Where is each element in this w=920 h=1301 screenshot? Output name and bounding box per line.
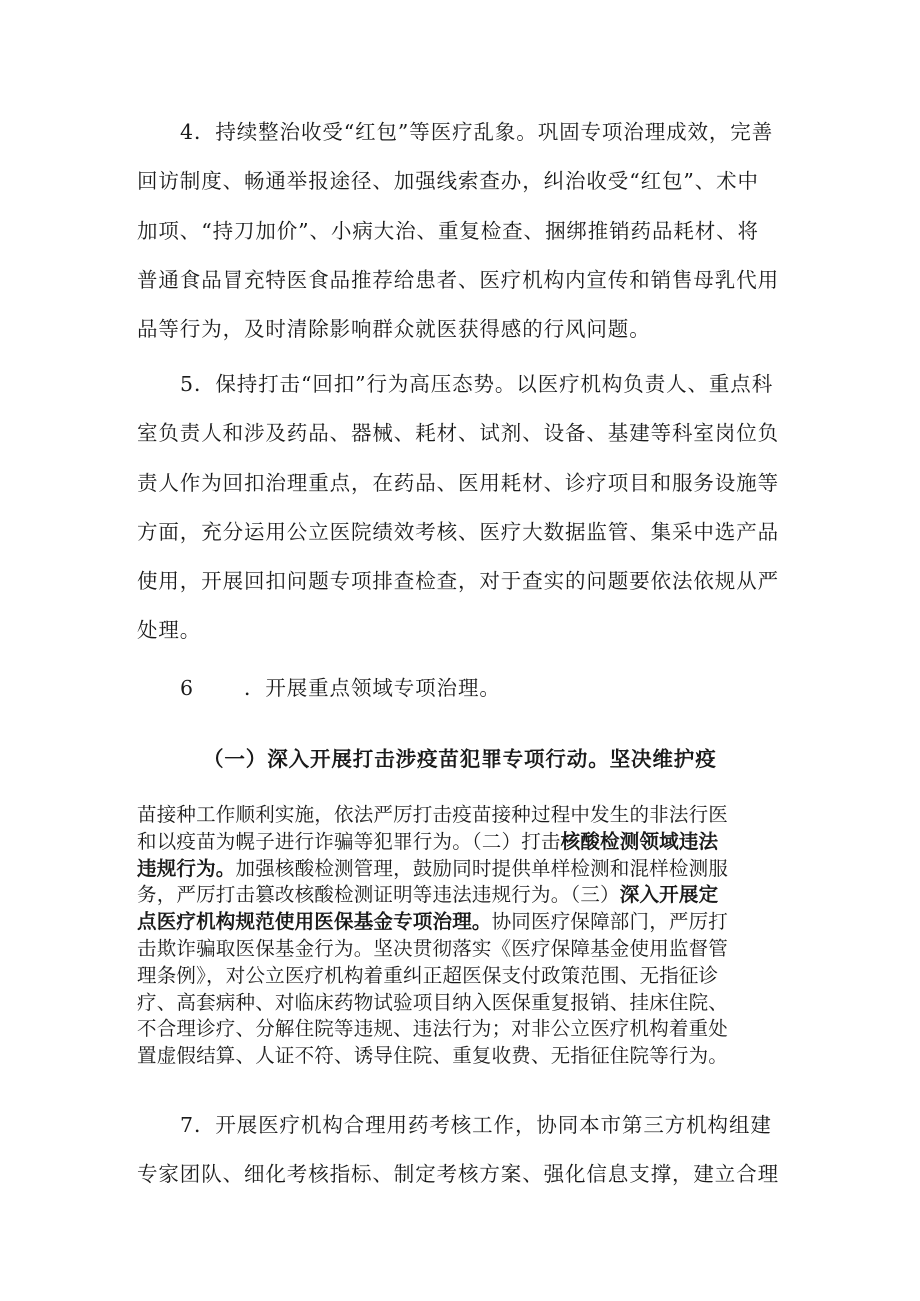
paragraph-line: 置虚假结算、人证不符、诱导住院、重复收费、无指征住院等行为。 [137,1044,729,1068]
paragraph-line: 普通食品冒充特医食品推荐给患者、医疗机构内宣传和销售母乳代用 [137,267,779,292]
paragraph-line: 品等行为，及时清除影响群众就医获得感的行风问题。 [137,317,651,342]
paragraph-line: 回访制度、畅通举报途径、加强线索查办，纠治收受“红包”、术中 [137,169,759,194]
paragraph-line: 室负责人和涉及药品、器械、耗材、试剂、设备、基建等科室岗位负 [137,421,779,446]
paragraph-line: 击欺诈骗取医保基金行为。坚决贯彻落实《医疗保障基金使用监督管 [137,936,729,960]
paragraph-line: 处理。 [137,618,202,643]
paragraph-5 [137,360,797,656]
paragraph-line: 方面，充分运用公立医院绩效考核、医疗大数据监管、集采中选产品 [137,519,779,544]
paragraph-line: 不合理诊疗、分解住院等违规、违法行为；对非公立医疗机构着重处 [137,1017,729,1041]
paragraph-line: 点医疗机构规范使用医保基金专项治理。协同医疗保障部门，严厉打 [137,910,729,934]
paragraph-line: 5．保持打击“回扣”行为高压态势。以医疗机构负责人、重点科 [180,372,774,396]
item-number: 6 [180,676,194,700]
subsection-1-heading [137,735,797,784]
paragraph-line: 责人作为回扣治理重点，在药品、医用耗材、诊疗项目和服务设施等 [137,470,779,495]
paragraph-line: 加项、“持刀加价”、小病大治、重复检查、捆绑推销药品耗材、将 [137,218,759,243]
dense-paragraph [137,802,797,1070]
paragraph-line: 和以疫苗为幌子进行诈骗等犯罪行为。（二）打击核酸检测领域违法 [137,829,719,853]
item-text: ．开展重点领域专项治理。 [243,676,501,700]
paragraph-line: 疗、高套病种、对临床药物试验项目纳入医保重复报销、挂床住院、 [137,990,729,1014]
paragraph-line [137,664,797,713]
paragraph-line: 4．持续整治收受“红包”等医疗乱象。巩固专项治理成效，完善 [180,120,774,144]
paragraph-line: 理条例》，对公立医疗机构着重纠正超医保支付政策范围、无指征诊 [137,963,719,987]
paragraph-6 [137,664,797,713]
paragraph-line: 使用，开展回扣问题专项排查检查，对于查实的问题要依法依规从严 [137,569,779,594]
paragraph-line: 务，严厉打击篡改核酸检测证明等违法违规行为。（三）深入开展定 [137,883,719,907]
paragraph-line: 违规行为。加强核酸检测管理，鼓励同时提供单样检测和混样检测服 [137,856,729,880]
paragraph-line: 7．开展医疗机构合理用药考核工作，协同本市第三方机构组建 [180,1113,772,1137]
bold-heading: （一）深入开展打击涉疫苗犯罪专项行动。坚决维护疫 [203,747,717,771]
paragraph-line: 苗接种工作顺利实施，依法严厉打击疫苗接种过程中发生的非法行医 [137,803,729,826]
paragraph-7 [137,1101,797,1200]
paragraph-line: 专家团队、细化考核指标、制定考核方案、强化信息支撑，建立合理 [137,1162,779,1187]
paragraph-4 [137,108,797,354]
